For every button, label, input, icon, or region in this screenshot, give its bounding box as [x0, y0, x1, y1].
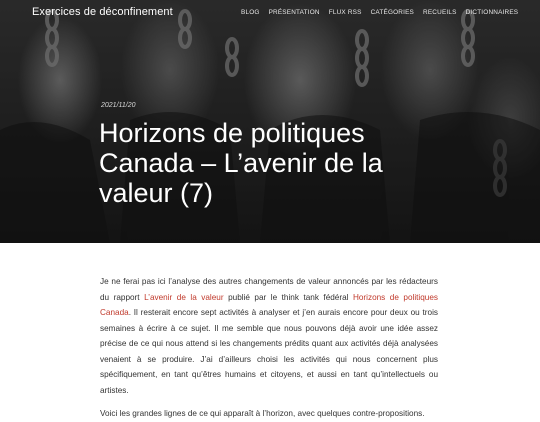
nav-item-recueils[interactable]: RECUEILS — [423, 9, 457, 16]
nav-item-dictionnaires[interactable]: DICTIONNAIRES — [465, 9, 519, 16]
nav-item-presentation[interactable]: PRÉSENTATION — [268, 9, 320, 16]
post-paragraph — [100, 274, 438, 398]
paragraph-text: . Il resterait encore sept activités à analyser et j’en aurais encore pour deux ou trois semaines à écrire à ce sujet. Il me semble que nous pouvons déjà avoir une idée assez précise de ce qui nous attend si les changements prédits quant aux activités déjà analysées venaient à se produire. J’ai d’ailleurs choisi les activités qui nous concernent plus spécifiquement, en tant qu’êtres humains et citoyens, et aussi en tant qu’intellectuels ou artistes. — [100, 308, 438, 395]
post-date: 2021/11/20 — [101, 102, 136, 109]
paragraph-text: publié par le think tank fédéral — [223, 292, 353, 302]
top-bar — [0, 0, 540, 28]
nav-item-categories[interactable]: CATÉGORIES — [370, 9, 415, 16]
post-title: Horizons de politiques Canada – L’avenir de la valeur (7) — [99, 118, 383, 208]
post-content — [100, 274, 438, 422]
site-title-link[interactable]: Exercices de déconfinement — [32, 6, 173, 18]
post-paragraph: Voici les grandes lignes de ce qui apparaît à l’horizon, avec quelques contre-propositions. — [100, 409, 425, 418]
nav-item-blog[interactable]: BLOG — [241, 9, 260, 16]
nav-item-flux-rss[interactable]: FLUX RSS — [328, 9, 362, 16]
link-horizons-de-politiques-canada[interactable]: Horizons de politiques Canada — [100, 292, 438, 317]
main-nav — [241, 9, 518, 16]
paragraph-text: Je ne ferai pas ici l’analyse des autres changements de valeur annoncés par les rédacteurs du rapport — [100, 277, 438, 302]
link-avenir-de-la-valeur[interactable]: L’avenir de la valeur — [144, 292, 224, 302]
